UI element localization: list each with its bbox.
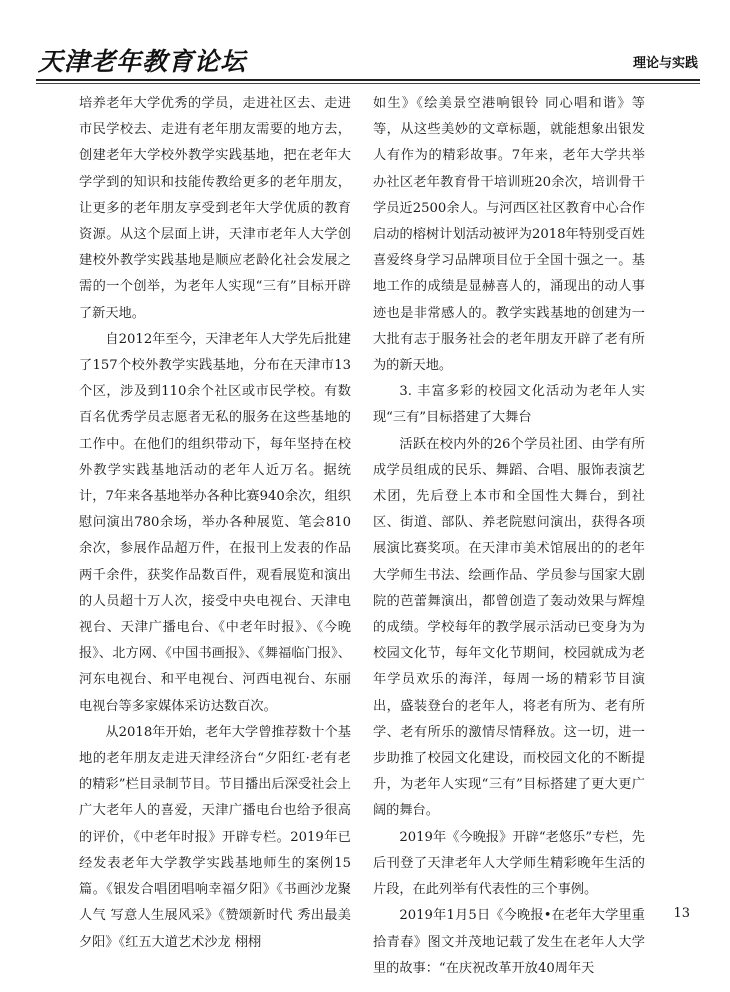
left-column: [79, 91, 351, 956]
section-heading: 3. 丰富多彩的校园文化活动为老年人实现“三有”目标搭建了大舞台: [373, 384, 645, 426]
left-paragraph-1: 培养老年大学优秀的学员，走进社区去、走进市民学校去、走进有老年朋友需要的地方去，创建老年大学校外教学实践基地，把在老年大学学到的知识和技能传教给更多的老年朋友，让更多的老年朋友享受到老年大学优质的教育资源。从这个层面上讲，天津市老年人大学创建校外教学实践基地是顺应老龄化社会发展之需的一个创举，为老年人实现“三有”目标开辟了新天地。: [79, 96, 351, 321]
right-paragraph-2: 活跃在校内外的26个学员社团、由学有所成学员组成的民乐、舞蹈、合唱、服饰表演艺术团，先后登上本市和全国性大舞台，到社区、街道、部队、养老院慰问演出，获得各项展演比赛奖项。在天津市美术馆展出的的老年大学师生书法、绘画作品、学员参与国家大剧院的芭蕾舞演出，都曾创造了轰动效果与辉煌的成绩。学校每年的教学展示活动已变身为为校园文化节，每年文化节期间，校园就成为老年学员欢乐的海洋，每周一场的精彩节目演出，盛装登台的老年人，将老有所为、老有所学、老有所乐的激情尽情释放。这一切，进一步助推了校园文化建设，而校园文化的不断提升，为老年人实现“三有”目标搭建了更大更广阔的舞台。: [373, 436, 645, 819]
journal-title: 天津老年教育论坛: [38, 47, 247, 76]
masthead: [36, 40, 700, 76]
left-paragraph-2: 自2012年至今，天津老年人大学先后批建了157个校外教学实践基地，分布在天津市13个区，涉及到110余个社区或市民学校。有数百名优秀学员志愿者无私的服务在这些基地的工作中。在他们的组织带动下，每年坚持在校外教学实践基地活动的老年人近万名。据统计，7年来各基地举办各种比赛940余次，组织慰问演出780余场，举办各种展览、笔会810余次，参展作品超万件，在报刊上发表的作品两千余件，获奖作品数百件，观看展览和演出的人员超十万人次，接受中央电视台、天津电视台、天津广播电台、《中老年时报》、《今晚报》、北方网、《中国书画报》、《舞福临门报》、河东电视台、和平电视台、河西电视台、东丽电视台等多家媒体采访达数百次。: [79, 331, 351, 714]
page-number: 13: [673, 906, 690, 921]
right-paragraph-1: 如生》《绘美景空港响银铃 同心唱和谐》等等，从这些美妙的文章标题，就能想象出银发人有作为的精彩故事。7年来，老年大学共举办社区老年教育骨干培训班20余次，培训骨干学员近2500余人。与河西区社区教育中心合作启动的榕树计划活动被评为2018年特别受百姓喜爱终身学习品牌项目位于全国十强之一。基地工作的成绩是显赫喜人的，涌现出的动人事迹也是非常感人的。教学实践基地的创建为一大批有志于服务社会的老年朋友开辟了老有所为的新天地。: [373, 96, 645, 374]
right-paragraph-4: 2019年1月5日《今晚报•在老年大学里重拾青春》图文并茂地记载了发生在老年人大学里的故事：“在庆祝改革开放40周年天: [373, 908, 645, 976]
section-label: 理论与实践: [632, 56, 698, 71]
header-rule-thick: [36, 79, 700, 81]
right-column: [373, 91, 645, 982]
left-paragraph-3: 从2018年开始，老年大学曾推荐数十个基地的老年朋友走进天津经济台“夕阳红·老有老的精彩”栏目录制节目。节目播出后深受社会上广大老年人的喜爱，天津广播电台也给予很高的评价，《中老年时报》开辟专栏。2019年已经发表老年大学教学实践基地师生的案例15篇。《银发合唱团唱响幸福夕阳》《书画沙龙聚人气 写意人生展风采》《赞颂新时代 秀出最美夕阳》《红五大道艺术沙龙 栩栩: [79, 724, 351, 950]
header-rule-thin: [36, 83, 700, 84]
right-paragraph-3: 2019年《今晚报》开辟“老悠乐”专栏，先后刊登了天津老年人大学师生精彩晚年生活的片段，在此列举有代表性的三个事例。: [373, 829, 645, 898]
